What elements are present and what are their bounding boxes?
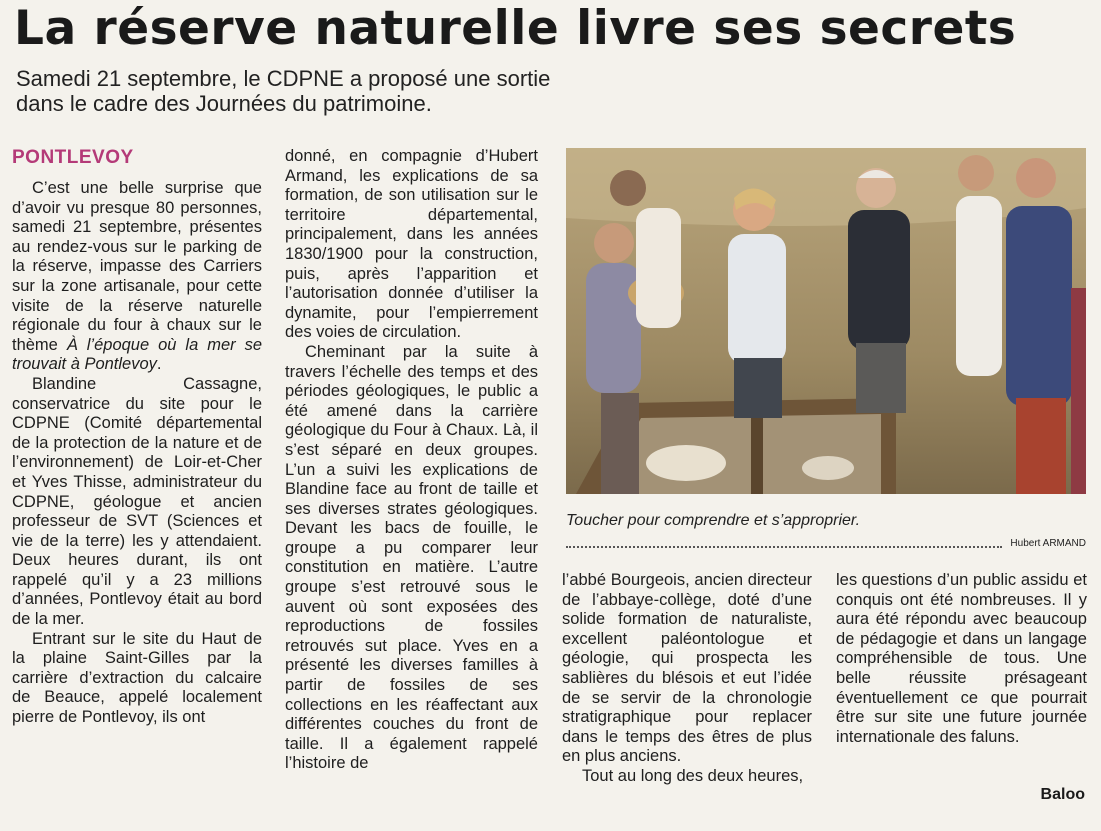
paragraph-explanations: donné, en compagnie d’Hubert Armand, les explications de sa formation, de son utilisation sur le territoire départemental, principalement, dans les années 1830/1900 pour la construction, puis, après l’apparition et l’autorisation donnée d’utiliser la dynamite, pour l’empierrement des voies de circulation.: [285, 147, 538, 342]
paragraph-intro-end: .: [156, 355, 162, 374]
deck: [16, 66, 550, 116]
locality-label: PONTLEVOY: [12, 147, 134, 168]
deck-line-2: dans le cadre des Journées du patrimoine.: [16, 91, 432, 116]
column-2: [285, 147, 538, 774]
column-4: [836, 571, 1087, 747]
column-3: [562, 571, 812, 787]
column-1: [12, 147, 262, 728]
photo-illustration: [566, 148, 1086, 494]
paragraph-bourgeois: l’abbé Bourgeois, ancien directeur de l’abbaye-collège, doté d’une solide formation de naturaliste, excellent paléontologue et géologie, qui prospecta les sablières du blésois et eut l’idée de se servir de la chronologie stratigraphique pour replacer dans le temps des êtres de plus en plus anciens.: [562, 571, 812, 766]
photo-caption: Toucher pour comprendre et s’approprier.: [566, 512, 861, 529]
theme-title: À l’époque où la mer se trouvait à Pontlevoy: [12, 335, 262, 374]
deck-line-1: Samedi 21 septembre, le CDPNE a proposé une sortie: [16, 66, 551, 91]
credit-dotted-rule: [566, 546, 1002, 548]
paragraph-conclusion: les questions d’un public assidu et conquis ont été nombreuses. Il y aura été répondu avec beaucoup de pédagogie et dans un langage compréhensible de tous. Une belle réussite présageant éventuellement ce que pourrait être sur site une future journée internationale des faluns.: [836, 571, 1087, 746]
paragraph-hosts: Blandine Cassagne, conservatrice du site pour le CDPNE (Comité départemental de la protection de la nature et de l’environnement) de Loir-et-Cher et Yves Thisse, administrateur du CDPNE, géologue et ancien professeur de SVT (Sciences et vie de la terre) les y attendaient. Deux heures durant, ils ont rappelé qu’il y a 23 millions d’années, Pontlevoy était au bord de la mer.: [12, 374, 262, 629]
paragraph-intro-text: C’est une belle surprise que d’avoir vu presque 80 personnes, samedi 21 septembre, présentes au rendez-vous sur le parking de la réserve, impasse des Carriers sur la zone artisanale, pour cette visite de la réserve naturelle régionale du four à chaux sur le thème: [12, 179, 262, 354]
headline: La réserve naturelle livre ses secrets: [14, 1, 1017, 56]
photo-credit: Hubert ARMAND: [1010, 538, 1086, 549]
article-photo: [566, 148, 1086, 494]
paragraph-entry: Entrant sur le site du Haut de la plaine Saint-Gilles par la carrière d’extraction du calcaire de Beauce, appelé localement pierre de Pontlevoy, ils ont: [12, 629, 262, 727]
author-signature: Baloo: [1040, 786, 1085, 803]
paragraph-two-hours: Tout au long des deux heures,: [582, 766, 804, 785]
photo-credit-row: [566, 538, 1086, 552]
paragraph-intro: [12, 179, 262, 375]
paragraph-groups: Cheminant par la suite à travers l’échelle des temps et des périodes géologiques, le public a été amené dans la carrière géologique du Four à Chaux. Là, il s’est séparé en deux groupes. L’un a suivi les explications de Blandine face au front de taille et ses diverses strates géologiques. Devant les bacs de fouille, le groupe a pu comparer leur constitution en matière. L’autre groupe s’est retrouvé sous le auvent où sont exposées des reproductions de fossiles retrouvés sut place. Yves en a présenté les diverses familles à partir de fossiles de ses collections en les réaffectant aux différentes couches du front de taille. Il a également rappelé l’histoire de: [285, 342, 538, 773]
